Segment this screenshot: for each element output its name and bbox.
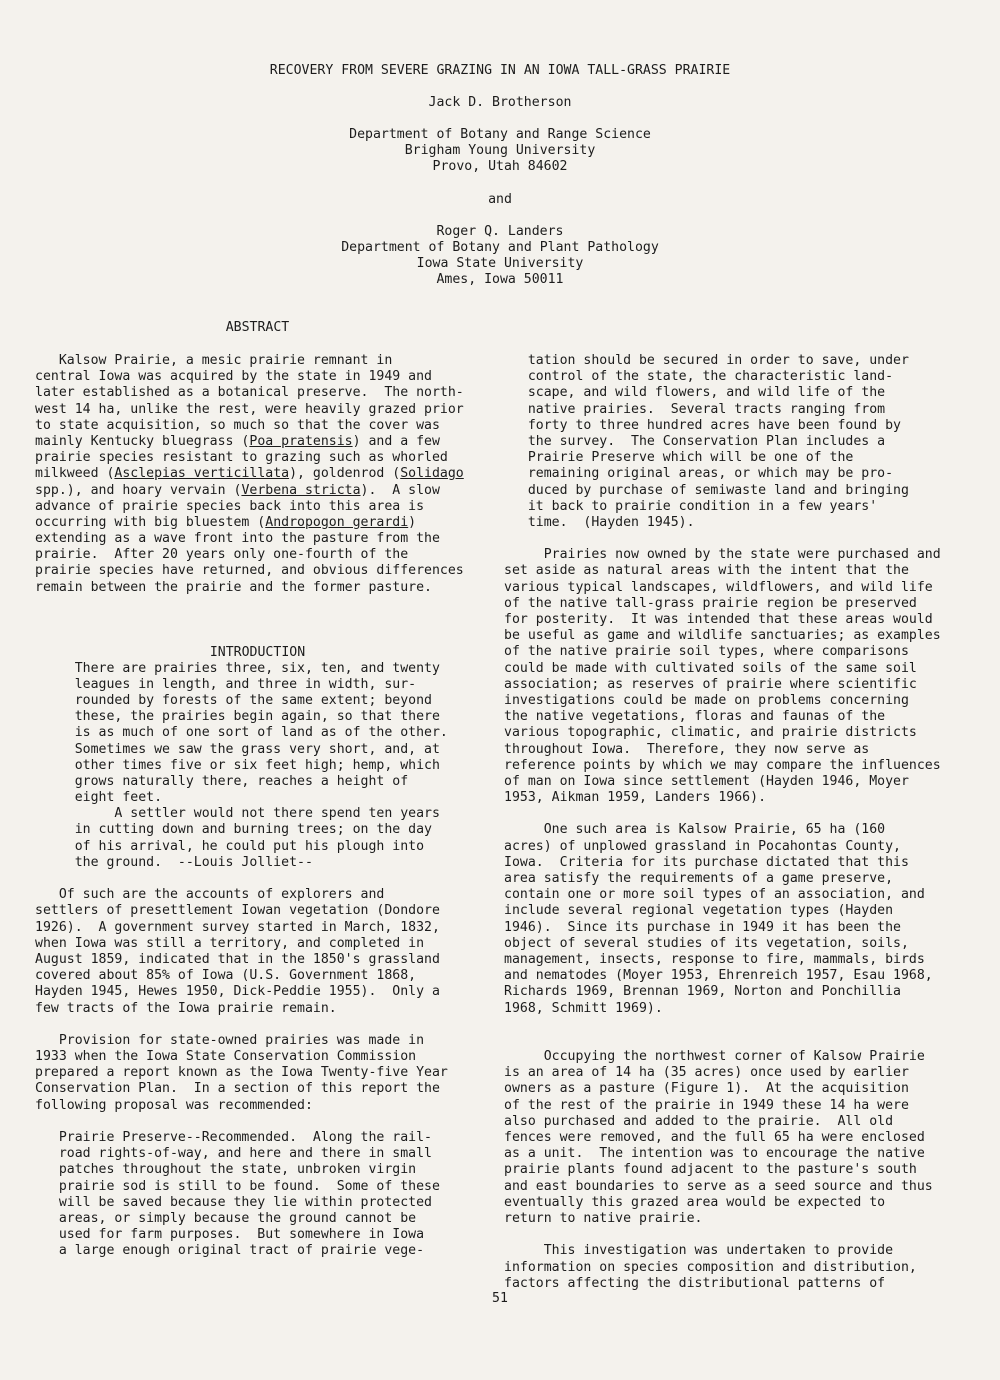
author-1: Jack D. Brotherson <box>428 95 572 110</box>
text-line: when Iowa was still a territory, and completed in <box>35 935 425 951</box>
text-line: Provision for state-owned prairies was made in <box>35 1032 425 1048</box>
text-line: as a unit. The intention was to encourage the native <box>504 1146 925 1162</box>
text-line: advance of prairie species back into this area is <box>35 498 425 514</box>
text-line <box>504 1227 964 1243</box>
text-line: Sometimes we saw the grass very short, and, at <box>35 741 440 757</box>
text-line: duced by purchase of semiwaste land and bringing <box>504 482 909 498</box>
text-line: owners as a pasture (Figure 1). At the acquisition <box>504 1081 909 1097</box>
text-line: to state acquisition, so much so that the cover was <box>35 417 440 433</box>
affiliation-1-line: Department of Botany and Range Science <box>349 127 651 142</box>
text-line: There are prairies three, six, ten, and twenty <box>35 660 440 676</box>
text-line: eight feet. <box>35 790 163 806</box>
text-line: these, the prairies begin again, so that there <box>35 709 440 725</box>
text-line <box>35 1017 480 1033</box>
text-line: 1953, Aikman 1959, Landers 1966). <box>504 790 767 806</box>
text-line: remain between the prairie and the former pasture. <box>35 579 432 595</box>
text-line: other times five or six feet high; hemp, which <box>35 757 440 773</box>
text-line: spp.), and hoary vervain (Verbena stricta). A slow <box>35 482 440 498</box>
text-line: will be saved because they lie within protected <box>35 1194 432 1210</box>
text-line: the native vegetations, floras and faunas of the <box>504 709 886 725</box>
text-line: milkweed (Asclepias verticillata), goldenrod (Solidago <box>35 466 464 482</box>
text-line: of the native prairie soil types, where comparisons <box>504 644 909 660</box>
text-line: Prairie Preserve which will be one of the <box>504 450 854 466</box>
text-line: acres) of unplowed grassland in Pocahontas County, <box>504 838 901 854</box>
affiliation-2-line: Department of Botany and Plant Pathology <box>341 240 659 255</box>
text-line: investigations could be made on problems concerning <box>504 692 909 708</box>
text-line: remaining original areas, or which may be pro- <box>504 466 894 482</box>
text-line: mainly Kentucky bluegrass (Poa pratensis) and a few <box>35 433 440 449</box>
text-line: prairie. After 20 years only one-fourth of the <box>35 547 409 563</box>
text-line: occurring with big bluestem (Andropogon gerardi) <box>35 514 417 530</box>
affiliation-2-line: Iowa State University <box>416 256 584 272</box>
text-line: Of such are the accounts of explorers and <box>35 887 385 903</box>
text-line: 1946). Since its purchase in 1949 it has been the <box>504 919 901 935</box>
abstract-heading: ABSTRACT <box>225 320 290 335</box>
text-line: Kalsow Prairie, a mesic prairie remnant in <box>35 353 393 368</box>
text-line: 1933 when the Iowa State Conservation Commission <box>35 1049 417 1065</box>
text-line: of man on Iowa since settlement (Hayden 1946, Moyer <box>504 773 909 789</box>
paper-title: RECOVERY FROM SEVERE GRAZING IN AN IOWA TALL-GRASS PRAIRIE <box>269 63 731 78</box>
text-line: Prairies now owned by the state were purchased and <box>504 547 941 563</box>
text-line <box>504 531 964 547</box>
text-line: patches throughout the state, unbroken virgin <box>35 1162 417 1178</box>
text-line: of the rest of the prairie in 1949 these 14 ha were <box>504 1097 909 1113</box>
affiliation-2 <box>0 240 1000 289</box>
text-line: is an area of 14 ha (35 acres) once used by earlier <box>504 1065 909 1081</box>
text-line: used for farm purposes. But somewhere in Iowa <box>35 1227 425 1243</box>
page-number: 51 <box>492 1291 508 1306</box>
text-line <box>35 612 480 628</box>
text-line: a large enough original tract of prairie vege- <box>35 1243 425 1259</box>
affiliation-1 <box>0 127 1000 176</box>
text-line: Prairie Preserve--Recommended. Along the rail- <box>35 1130 432 1145</box>
text-line: Richards 1969, Brennan 1969, Norton and Ponchillia <box>504 984 901 1000</box>
text-line: factors affecting the distributional patterns of <box>504 1275 886 1291</box>
text-line <box>35 628 480 644</box>
text-line: covered about 85% of Iowa (U.S. Government 1868, <box>35 968 417 984</box>
text-line: central Iowa was acquired by the state in 1949 and <box>35 369 432 385</box>
text-line: eventually this grazed area would be expected to <box>504 1194 886 1210</box>
text-line: of his arrival, he could put his plough into <box>35 838 425 854</box>
text-line: control of the state, the characteristic land- <box>504 369 894 385</box>
text-line: throughout Iowa. Therefore, they now serve as <box>504 741 870 757</box>
text-line <box>35 596 480 612</box>
text-line <box>35 1114 480 1130</box>
text-line: A settler would not there spend ten years <box>35 806 440 822</box>
text-line: few tracts of the Iowa prairie remain. <box>35 1000 337 1016</box>
text-line <box>504 1033 964 1049</box>
text-line: in cutting down and burning trees; on the day <box>35 822 432 838</box>
text-line: One such area is Kalsow Prairie, 65 ha (160 <box>504 822 886 838</box>
text-line: reference points by which we may compare the influences <box>504 757 941 773</box>
text-line <box>35 644 480 660</box>
affiliation-1-line: Provo, Utah 84602 <box>432 159 568 175</box>
text-line: Conservation Plan. In a section of this report the <box>35 1081 440 1097</box>
text-line: for posterity. It was intended that these areas would <box>504 612 933 627</box>
text-line: tation should be secured in order to save, under <box>504 353 909 368</box>
text-line <box>504 1017 964 1033</box>
text-line: also purchased and added to the prairie. All old <box>504 1113 894 1129</box>
text-line: information on species composition and distribution, <box>504 1259 917 1275</box>
text-line: Iowa. Criteria for its purchase dictated that this <box>504 854 909 870</box>
text-line: could be made with cultivated soils of the same soil <box>504 660 917 676</box>
text-line: prairie sod is still to be found. Some of these <box>35 1178 440 1194</box>
text-line: of the native tall-grass prairie region be preserved <box>504 595 917 611</box>
text-line: be useful as game and wildlife sanctuaries; as examples <box>504 628 941 644</box>
text-line: 1968, Schmitt 1969). <box>504 1000 663 1016</box>
text-line: rounded by forests of the same extent; beyond <box>35 692 432 708</box>
affiliation-2-line: Ames, Iowa 50011 <box>436 272 564 288</box>
text-line: it back to prairie condition in a few years' <box>504 498 878 514</box>
text-line: August 1859, indicated that in the 1850's grassland <box>35 951 440 967</box>
and-separator: and <box>488 192 512 207</box>
text-line: extending as a wave front into the pasture from the <box>35 531 440 547</box>
text-line: prairie plants found adjacent to the pasture's south <box>504 1162 917 1178</box>
text-line: Hayden 1945, Hewes 1950, Dick-Peddie 1955). Only a <box>35 984 440 1000</box>
text-line <box>35 871 480 887</box>
text-line: association; as reserves of prairie where scientific <box>504 676 917 692</box>
text-line: prairie species resistant to grazing such as whorled <box>35 450 448 466</box>
text-line: set aside as natural areas with the intent that the <box>504 563 909 579</box>
text-line: the survey. The Conservation Plan includes a <box>504 433 886 449</box>
text-line: later established as a botanical preserve. The north- <box>35 385 464 401</box>
text-line: forty to three hundred acres have been found by <box>504 417 901 433</box>
text-line: prepared a report known as the Iowa Twenty-five Year <box>35 1065 448 1081</box>
text-line: is as much of one sort of land as of the other. <box>35 725 448 741</box>
text-line: settlers of presettlement Iowan vegetation (Dondore <box>35 903 440 919</box>
text-line: object of several studies of its vegetation, soils, <box>504 935 909 951</box>
text-line: leagues in length, and three in width, sur- <box>35 676 417 692</box>
text-line: management, insects, response to fire, mammals, birds <box>504 951 925 967</box>
text-line: area satisfy the requirements of a game preserve, <box>504 871 894 886</box>
text-line: time. (Hayden 1945). <box>504 514 695 530</box>
text-line: prairie species have returned, and obvious differences <box>35 563 464 579</box>
text-line: Occupying the northwest corner of Kalsow Prairie <box>504 1049 925 1065</box>
introduction-heading: INTRODUCTION <box>209 645 306 660</box>
author-2: Roger Q. Landers <box>436 224 564 239</box>
text-line: return to native prairie. <box>504 1210 703 1226</box>
text-line: various typical landscapes, wildflowers, and wild life <box>504 579 933 595</box>
text-line: grows naturally there, reaches a height of <box>35 773 409 789</box>
text-line: 1926). A government survey started in March, 1832, <box>35 919 440 935</box>
left-column <box>35 353 480 1260</box>
text-line: contain one or more soil types of an association, and <box>504 887 925 903</box>
text-line: This investigation was undertaken to provide <box>504 1243 894 1259</box>
text-line <box>504 806 964 822</box>
affiliation-1-line: Brigham Young University <box>404 143 596 159</box>
right-column <box>504 353 964 1292</box>
text-line: and nematodes (Moyer 1953, Ehrenreich 1957, Esau 1968, <box>504 968 933 984</box>
text-line: road rights-of-way, and here and there in small <box>35 1146 432 1162</box>
text-line: various topographic, climatic, and prairie districts <box>504 725 917 741</box>
text-line: native prairies. Several tracts ranging from <box>504 401 886 417</box>
text-line: and east boundaries to serve as a seed source and thus <box>504 1178 933 1194</box>
text-line: west 14 ha, unlike the rest, were heavily grazed prior <box>35 401 464 417</box>
text-line: areas, or simply because the ground cannot be <box>35 1210 417 1226</box>
text-line: the ground. --Louis Jolliet-- <box>35 854 313 870</box>
text-line: following proposal was recommended: <box>35 1097 313 1113</box>
text-line: include several regional vegetation types (Hayden <box>504 903 894 919</box>
text-line: scape, and wild flowers, and wild life of the <box>504 385 886 401</box>
text-line: fences were removed, and the full 65 ha were enclosed <box>504 1130 925 1145</box>
